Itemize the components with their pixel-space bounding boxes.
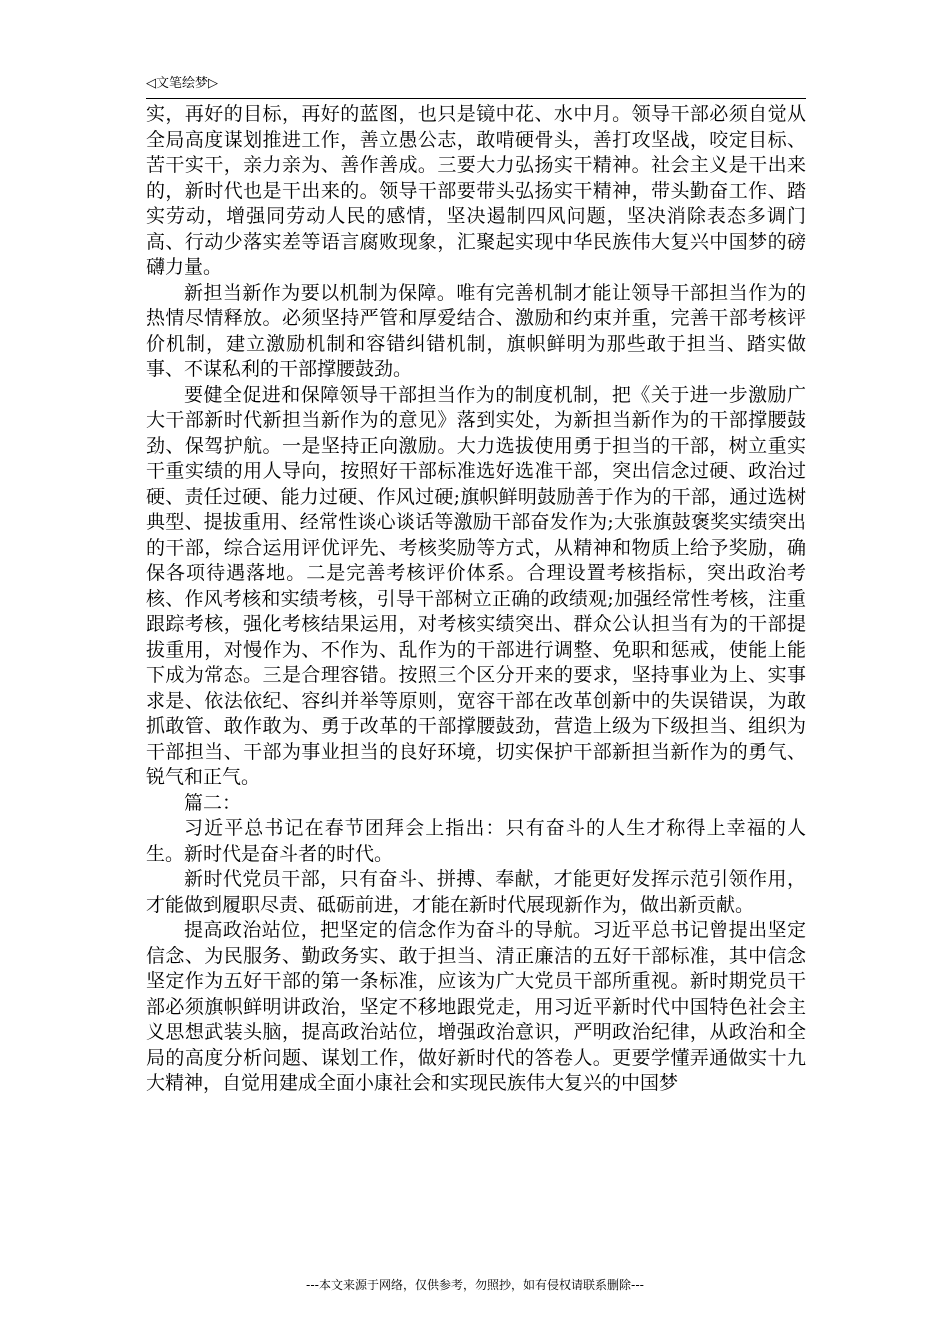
- paragraph-1: 实，再好的目标，再好的蓝图，也只是镜中花、水中月。领导干部必须自觉从全局高度谋划推进工作，善立愚公志，敢啃硬骨头，善打攻坚战，咬定目标、苦干实干，亲力亲为、善作善成。三要大力弘扬实干精神。社会主义是干出来的，新时代也是干出来的。领导干部要带头弘扬实干精神，带头勤奋工作、踏实劳动，增强同劳动人民的感情，坚决遏制四风问题，坚决消除表态多调门高、行动少落实差等语言腐败现象，汇聚起实现中华民族伟大复兴中国梦的磅礴力量。: [146, 103, 806, 278]
- page-header: [146, 74, 806, 99]
- paragraph-4: 习近平总书记在春节团拜会上指出：只有奋斗的人生才称得上幸福的人生。新时代是奋斗者的时代。: [146, 817, 806, 865]
- paragraph-2: 新担当新作为要以机制为保障。唯有完善机制才能让领导干部担当作为的热情尽情释放。必须坚持严管和厚爱结合、激励和约束并重，完善干部考核评价机制，建立激励机制和容错纠错机制，旗帜鲜明为那些敢于担当、踏实做事、不谋私利的干部撑腰鼓劲。: [146, 281, 806, 380]
- paragraph-5: 新时代党员干部，只有奋斗、拼搏、奉献，才能更好发挥示范引领作用，才能做到履职尽责、砥砺前进，才能在新时代展现新作为，做出新贡献。: [146, 868, 806, 916]
- document-body: [146, 102, 806, 1097]
- header-title: ◁文笔绘梦▷: [146, 76, 218, 91]
- paragraph-6: 提高政治站位，把坚定的信念作为奋斗的导航。习近平总书记曾提出坚定信念、为民服务、勤政务实、敢于担当、清正廉洁的五好干部标准，其中信念坚定作为五好干部的第一条标准，应该为广大党员干部所重视。新时期党员干部必须旗帜鲜明讲政治，坚定不移地跟党走，用习近平新时代中国特色社会主义思想武装头脑，提高政治站位，增强政治意识，严明政治纪律，从政治和全局的高度分析问题、谋划工作，做好新时代的答卷人。更要学懂弄通做实十九大精神，自觉用建成全面小康社会和实现民族伟大复兴的中国梦: [146, 919, 806, 1094]
- paragraph-3: 要健全促进和保障领导干部担当作为的制度机制，把《关于进一步激励广大干部新时代新担当新作为的意见》落到实处，为新担当新作为的干部撑腰鼓劲、保驾护航。一是坚持正向激励。大力选拔使用勇于担当的干部，树立重实干重实绩的用人导向，按照好干部标准选好选准干部，突出信念过硬、政治过硬、责任过硬、能力过硬、作风过硬;旗帜鲜明鼓励善于作为的干部，通过选树典型、提拔重用、经常性谈心谈话等激励干部奋发作为;大张旗鼓褒奖实绩突出的干部，综合运用评优评先、考核奖励等方式，从精神和物质上给予奖励，确保各项待遇落地。二是完善考核评价体系。合理设置考核指标，突出政治考核、作风考核和实绩考核，引导干部树立正确的政绩观;加强经常性考核，注重跟踪考核，强化考核结果运用，对考核实绩突出、群众公认担当有为的干部提拔重用，对慢作为、不作为、乱作为的干部进行调整、免职和惩戒，使能上能下成为常态。三是合理容错。按照三个区分开来的要求，坚持事业为上、实事求是、依法依纪、容纠并举等原则，宽容干部在改革创新中的失误错误，为敢抓敢管、敢作敢为、勇于改革的干部撑腰鼓劲，营造上级为下级担当、组织为干部担当、干部为事业担当的良好环境，切实保护干部新担当新作为的勇气、锐气和正气。: [146, 383, 806, 788]
- page-footer: ---本文来源于网络，仅供参考，勿照抄，如有侵权请联系删除---: [306, 1278, 644, 1292]
- section-heading: 篇二：: [184, 791, 242, 814]
